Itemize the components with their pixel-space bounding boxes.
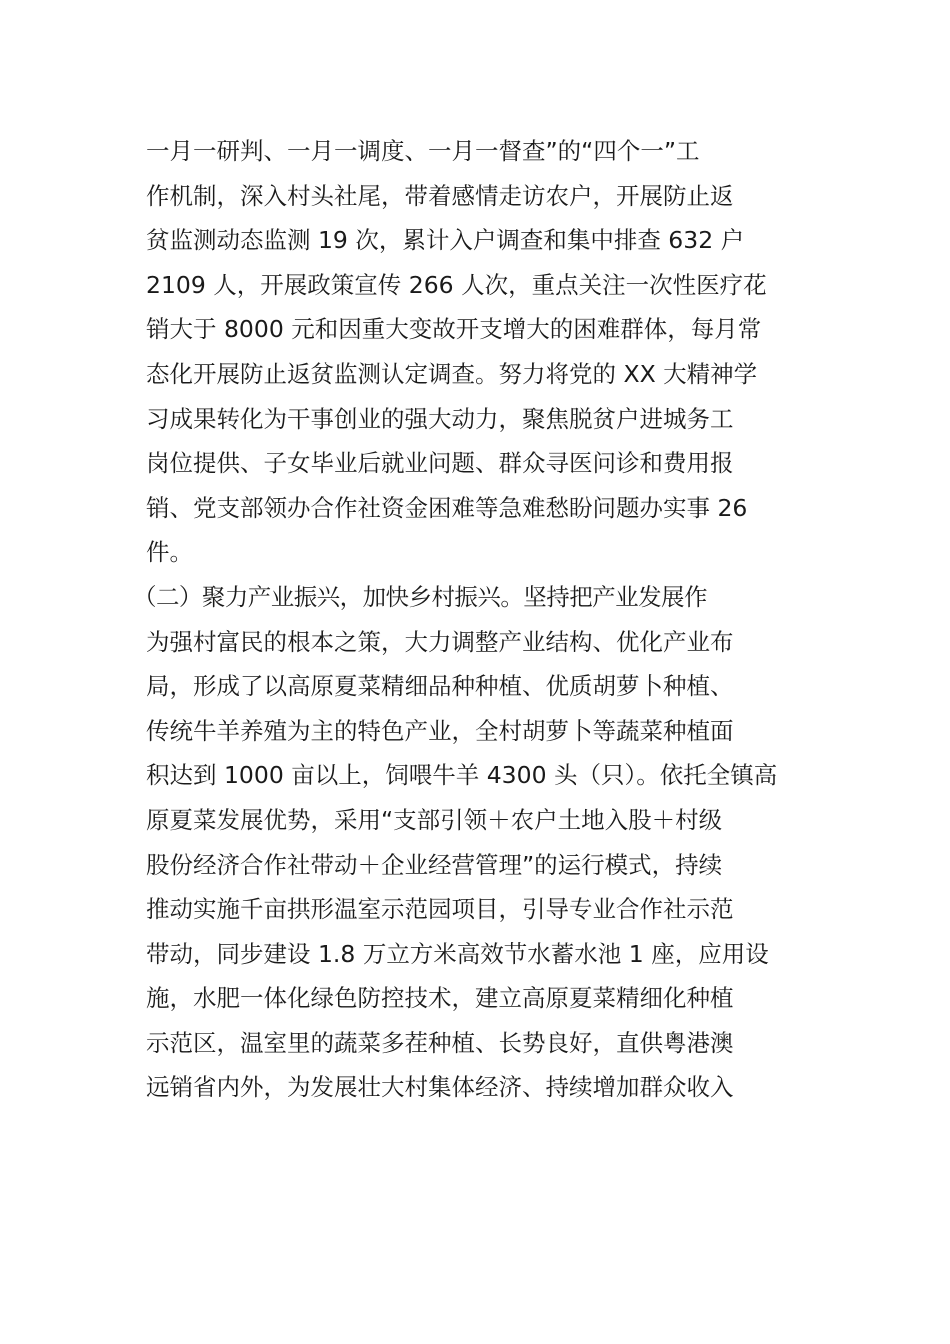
text-line: 贫监测动态监测 19 次，累计入户调查和集中排查 632 户 [146, 226, 745, 255]
text-line: 传统牛羊养殖为主的特色产业，全村胡萝卜等蔬菜种植面 [146, 716, 734, 745]
text-line: 习成果转化为干事创业的强大动力，聚焦脱贫户进城务工 [146, 404, 734, 433]
text-line: 为强村富民的根本之策，大力调整产业结构、优化产业布 [146, 627, 734, 656]
text-line: 局，形成了以高原夏菜精细品种种植、优质胡萝卜种植、 [146, 672, 734, 701]
text-line: 示范区，温室里的蔬菜多茬种植、长势良好，直供粤港澳 [146, 1028, 734, 1057]
text-line: 股份经济合作社带动＋企业经营管理”的运行模式，持续 [146, 850, 723, 879]
text-line: 作机制，深入村头社尾，带着感情走访农户，开展防止返 [146, 181, 734, 210]
text-line: 积达到 1000 亩以上，饲喂牛羊 4300 头（只）。依托全镇高 [146, 761, 778, 790]
text-line: 带动，同步建设 1.8 万立方米高效节水蓄水池 1 座，应用设 [146, 939, 769, 968]
text-line: 销大于 8000 元和因重大变故开支增大的困难群体，每月常 [146, 315, 762, 344]
text-line: 原夏菜发展优势，采用“支部引领＋农户土地入股＋村级 [146, 805, 723, 834]
text-line: 销、党支部领办合作社资金困难等急难愁盼问题办实事 26 [146, 493, 748, 522]
text-line: 施，水肥一体化绿色防控技术，建立高原夏菜精细化种植 [146, 984, 734, 1013]
text-line: 2109 人，开展政策宣传 266 人次，重点关注一次性医疗花 [146, 270, 767, 299]
body-text [133, 129, 810, 1110]
text-line: 推动实施千亩拱形温室示范园项目，引导专业合作社示范 [146, 895, 734, 924]
text-line: 一月一研判、一月一调度、一月一督查”的“四个一”工 [146, 137, 700, 165]
text-line: 态化开展防止返贫监测认定调查。努力将党的 XX 大精神学 [146, 359, 758, 388]
text-line: 岗位提供、子女毕业后就业问题、群众寻医问诊和费用报 [146, 449, 734, 478]
section-heading-line: （二）聚力产业振兴，加快乡村振兴。坚持把产业发展作 [133, 582, 707, 611]
text-line: 远销省内外，为发展壮大村集体经济、持续增加群众收入 [146, 1073, 734, 1102]
text-line: 件。 [146, 538, 193, 567]
